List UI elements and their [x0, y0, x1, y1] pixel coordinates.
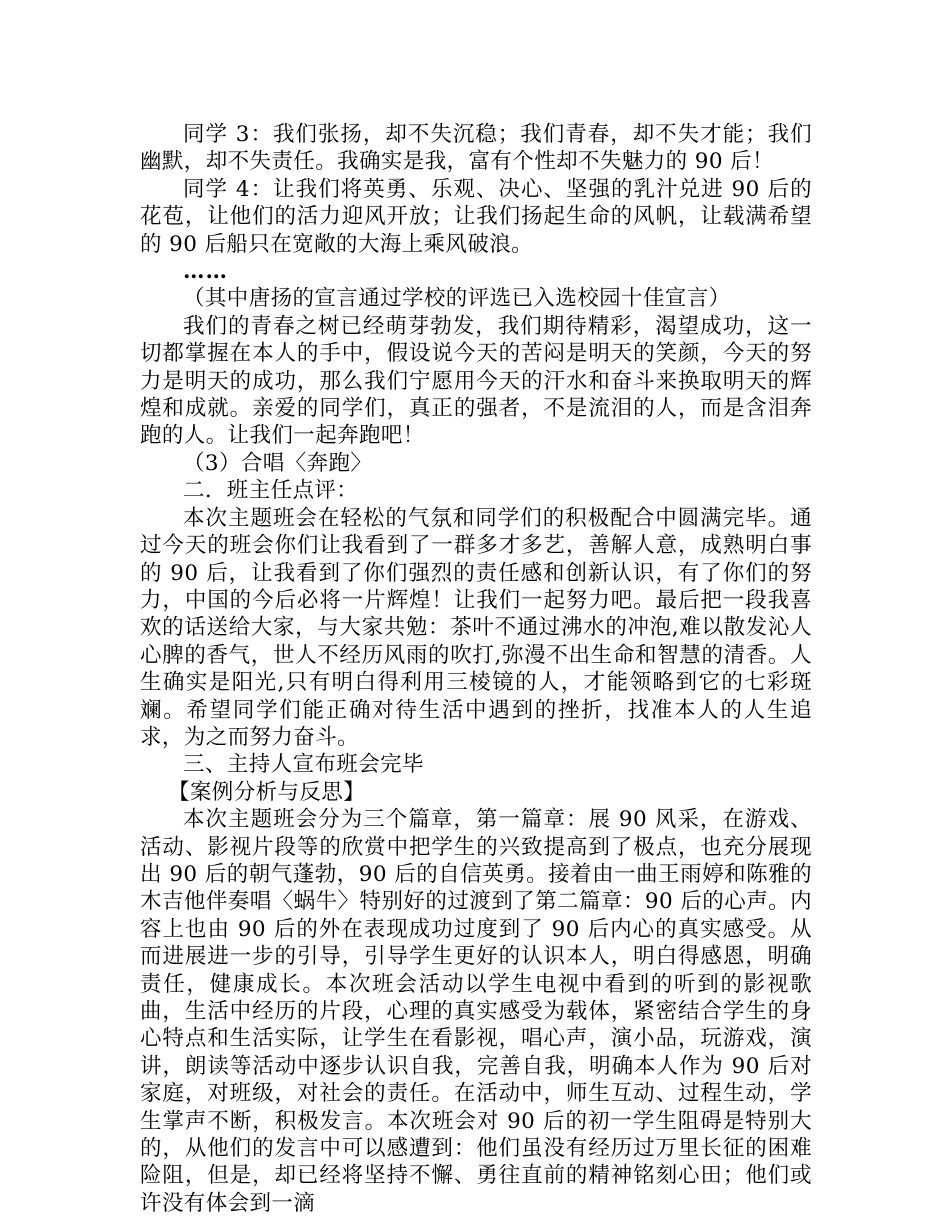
- paragraph-declaration-note: （其中唐扬的宣言通过学校的评选已入选校园十佳宣言）: [183, 286, 731, 312]
- paragraph-case-analysis: 本次主题班会分为三个篇章，第一篇章：展 90 风采，在游戏、活动、影视片段等的欣赏中把学生的兴致提高到了极点，也充分展现出 90 后的朝气蓬勃，90 后的自信英勇。接着由一曲王雨婷和陈雅的木吉他伴奏唱〈蜗牛〉特别好的过渡到了第二篇章：90 后的心声。内容上也由 90 后的外在表现成功过度到了 90 后内心的真实感受。从而进展进一步的引导，引导学生更好的认识本人，明白得感恩，明确责任，健康成长。本次班会活动以学生电视中看到的听到的影视歌曲，生活中经历的片段，心理的真实感受为载体，紧密结合学生的身心特点和生活实际，让学生在看影视，唱心声，演小品，玩游戏，演讲，朗读等活动中逐步认识自我，完善自我，明确本人作为 90 后对家庭，对班级，对社会的责任。在活动中，师生互动、过程生动，学生掌声不断，积极发言。本次班会对 90 后的初一学生阻碍是特别大的，从他们的发言中可以感遭到：他们虽没有经历过万里长征的困难险阻，但是，却已经将坚持不懈、勇往直前的精神铭刻心田；他们或许没有体会到一滴: [140, 807, 812, 1216]
- heading-host-announcement: 三、主持人宣布班会完毕: [183, 752, 424, 778]
- paragraph-youth-tree: 我们的青春之树已经萌芽勃发，我们期待精彩，渴望成功，这一切都掌握在本人的手中，假设说今天的苦闷是明天的笑颜，今天的努力是明天的成功，那么我们宁愿用今天的汗水和奋斗来换取明天的辉煌和成就。亲爱的同学们，真正的强者，不是流泪的人，而是含泪奔跑的人。让我们一起奔跑吧！: [140, 313, 812, 449]
- paragraph-classmate-3: 同学 3：我们张扬，却不失沉稳；我们青春，却不失才能；我们幽默，却不失责任。我确实是我，富有个性却不失魅力的 90 后！: [140, 122, 812, 175]
- heading-teacher-comment: 二．班主任点评：: [183, 478, 359, 504]
- heading-case-analysis: 【案例分析与反思】: [168, 779, 366, 805]
- paragraph-classmate-4: 同学 4：让我们将英勇、乐观、决心、坚强的乳汁兑进 90 后的花苞，让他们的活力迎风开放；让我们扬起生命的风帆，让载满希望的 90 后船只在宽敞的大海上乘风破浪。: [140, 176, 812, 257]
- document-body: [140, 121, 812, 1217]
- paragraph-chorus: （3）合唱〈奔跑〉: [183, 450, 373, 476]
- paragraph-teacher-comment: 本次主题班会在轻松的气氛和同学们的积极配合中圆满完毕。通过今天的班会你们让我看到了一群多才多艺，善解人意，成熟明白事的 90 后，让我看到了你们强烈的责任感和创新认识，有了你们的努力，中国的今后必将一片辉煌！让我们一起努力吧。最后把一段我喜欢的话送给大家，与大家共勉：茶叶不通过沸水的冲泡,难以散发沁人心脾的香气，世人不经历风雨的吹打,弥漫不出生命和智慧的清香。人生确实是阳光,只有明白得利用三棱镜的人，才能领略到它的七彩斑斓。希望同学们能正确对待生活中遇到的挫折，找准本人的人生追求，为之而努力奋斗。: [140, 505, 812, 750]
- paragraph-ellipsis: ……: [183, 259, 228, 285]
